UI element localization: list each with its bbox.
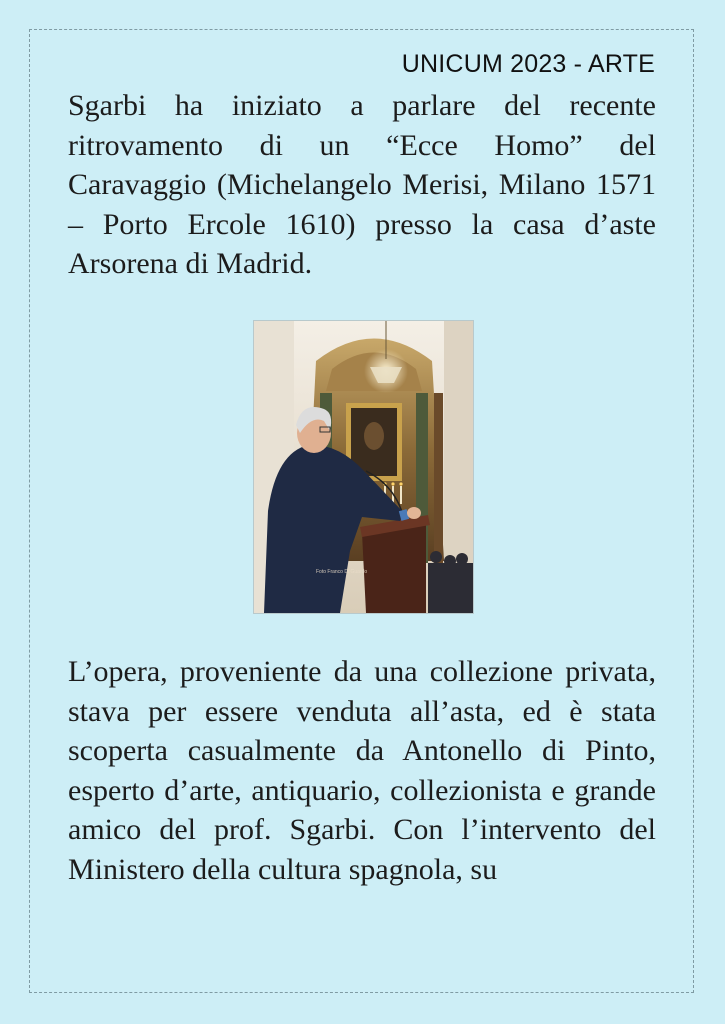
event-photo (254, 321, 473, 613)
page-header: UNICUM 2023 - ARTE (401, 50, 655, 78)
paragraph-body: L’opera, proveniente da una collezione privata, stava per essere venduta all’asta, ed è stata scoperta casualmente da Antonello di Pinto, esperto d’arte, antiquario, collezionista e grande amico del prof. Sgarbi. Con l’intervento del Ministero della cultura spagnola, su (68, 655, 656, 886)
photo-caption: Foto Franco Di Guardo (316, 569, 368, 575)
paragraph-intro: Sgarbi ha iniziato a parlare del recente ritrovamento di un “Ecce Homo” del Caravaggio (Michelangelo Merisi, Milano 1571 – Porto Ercole 1610) presso la casa d’aste Arsorena di Madrid. (68, 89, 656, 280)
